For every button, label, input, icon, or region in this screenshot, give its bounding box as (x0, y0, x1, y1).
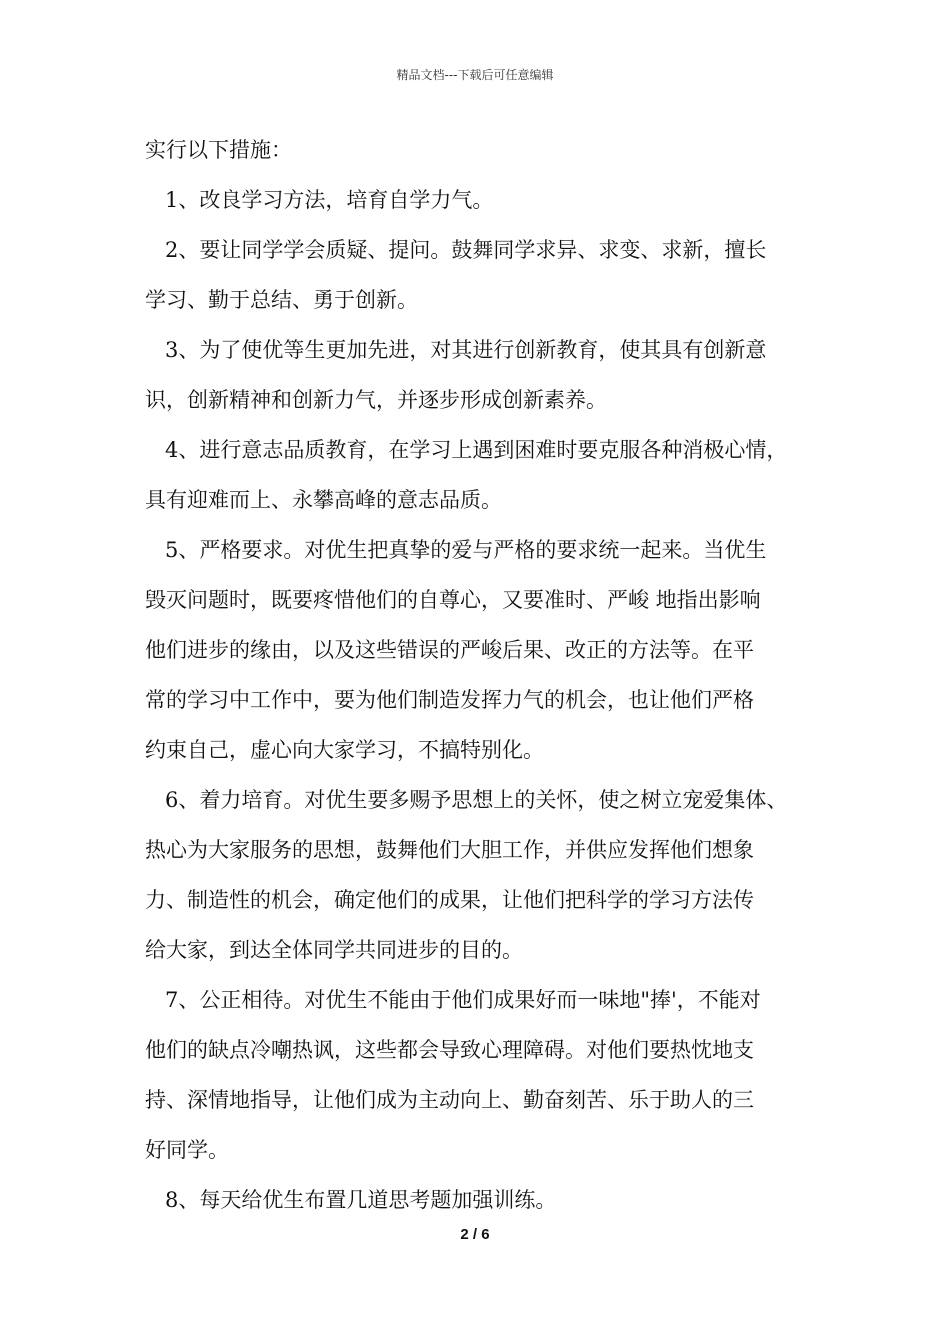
text-line: 约束自己，虚心向大家学习，不搞特别化。 (145, 738, 544, 762)
list-item-4: 4、进行意志品质教育，在学习上遇到困难时要克服各种消极心情， (165, 438, 788, 462)
list-item-1: 1、改良学习方法，培育自学力气。 (165, 188, 494, 212)
list-item-2: 2、要让同学学会质疑、提问。鼓舞同学求异、求变、求新，擅长 (165, 238, 767, 262)
list-item-3: 3、为了使优等生更加先进，对其进行创新教育，使其具有创新意 (165, 338, 767, 362)
text-line: 他们进步的缘由，以及这些错误的严峻后果、改正的方法等。在平 (145, 638, 754, 662)
text-line: 毁灭问题时，既要疼惜他们的自尊心，又要准时、严峻 地指出影响 (145, 588, 761, 612)
text-line: 实行以下措施： (145, 138, 292, 162)
text-line: 他们的缺点冷嘲热讽，这些都会导致心理障碍。对他们要热忱地支 (145, 1038, 754, 1062)
page-number: 2 / 6 (460, 1226, 490, 1243)
text-line: 持、深情地指导，让他们成为主动向上、勤奋刻苦、乐于助人的三 (145, 1088, 754, 1112)
text-line: 具有迎难而上、永攀高峰的意志品质。 (145, 488, 502, 512)
page-header: 精品文档---下载后可任意编辑 (396, 68, 554, 82)
list-item-6: 6、着力培育。对优生要多赐予思想上的关怀，使之树立宠爱集体、 (165, 788, 788, 812)
text-line: 好同学。 (145, 1138, 229, 1162)
list-item-7: 7、公正相待。对优生不能由于他们成果好而一味地"捧'，不能对 (165, 988, 761, 1012)
text-line: 学习、勤于总结、勇于创新。 (145, 288, 418, 312)
text-line: 力、制造性的机会，确定他们的成果，让他们把科学的学习方法传 (145, 888, 754, 912)
document-body (145, 134, 825, 1234)
text-line: 热心为大家服务的思想，鼓舞他们大胆工作，并供应发挥他们想象 (145, 838, 754, 862)
list-item-8: 8、每天给优生布置几道思考题加强训练。 (165, 1188, 557, 1212)
text-line: 常的学习中工作中，要为他们制造发挥力气的机会，也让他们严格 (145, 688, 754, 712)
text-line: 给大家，到达全体同学共同进步的目的。 (145, 938, 523, 962)
text-line: 识，创新精神和创新力气，并逐步形成创新素养。 (145, 388, 607, 412)
list-item-5: 5、严格要求。对优生把真挚的爱与严格的要求统一起来。当优生 (165, 538, 767, 562)
